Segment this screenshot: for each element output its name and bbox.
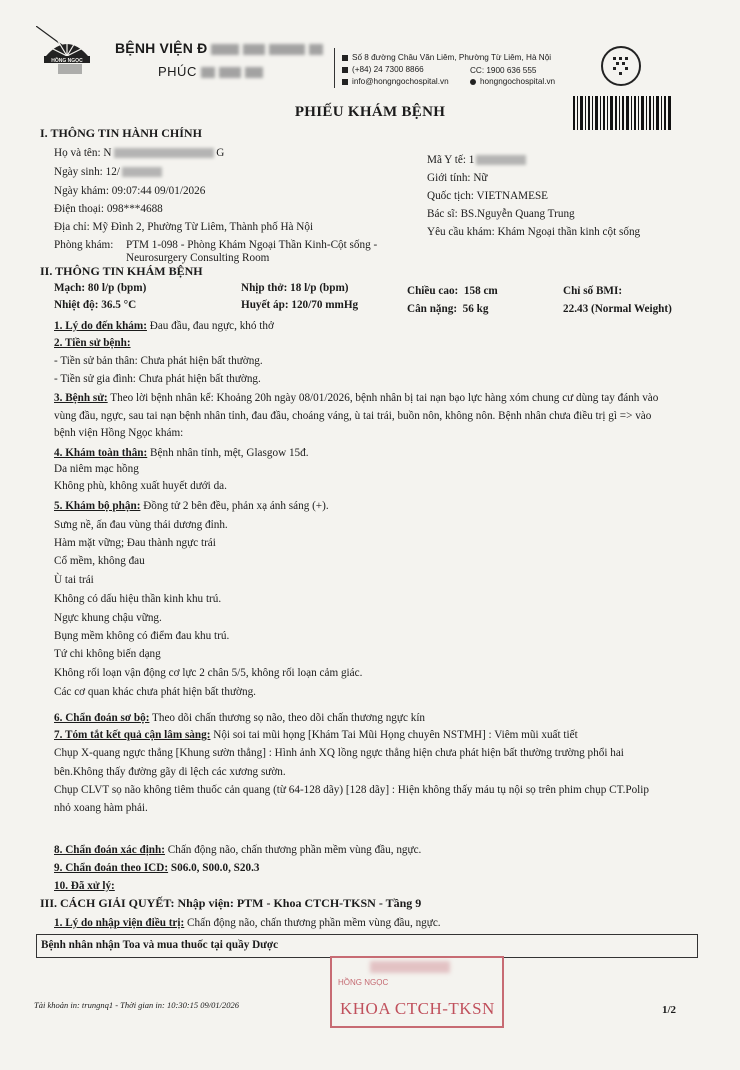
vital-pulse: Mạch: 80 l/p (bpm) [54,282,147,294]
vital-blood-pressure: Huyết áp: 120/70 mmHg [241,299,359,311]
clinic-room-value-2: Neurosurgery Consulting Room [126,252,270,264]
section-admin-heading: I. THÔNG TIN HÀNH CHÍNH [40,126,202,140]
exam-date: Ngày khám: 09:07:44 09/01/2026 [54,185,206,197]
part-exam-1: 5. Khám bộ phận: Đồng tử 2 bên đều, phản xạ ánh sáng (+). [54,500,329,512]
department-stamp [330,956,504,1028]
location-icon [342,55,348,61]
part-exam-2: Sưng nề, ấn đau vùng thái dương đỉnh. [54,519,228,531]
part-exam-9: Tứ chi không biến dạng [54,648,161,660]
print-info: Tài khoản in: trungnq1 - Thời gian in: 10:30:15 09/01/2026 [34,1000,239,1010]
email-icon [342,79,348,85]
header-divider [334,48,335,88]
phone-icon [342,67,348,73]
page-title: PHIẾU KHÁM BỆNH [294,104,446,120]
hospital-website: hongngochospital.vn [470,77,555,86]
svg-text:HỒNG NGỌC: HỒNG NGỌC [51,58,83,64]
preliminary-diagnosis: 6. Chẩn đoán sơ bộ: Theo dõi chấn thương sọ não, theo dõi chấn thương ngực kín [54,712,426,724]
pharmacy-note: Bệnh nhân nhận Toa và mua thuốc tại quầy Dược [41,939,279,951]
illness-history-1: 3. Bệnh sử: Theo lời bệnh nhân kể: Khoảng 20h ngày 08/01/2026, bệnh nhân bị tai nạn bạo lực hàng xóm chung cư dùng tay đánh vào [54,392,659,404]
stamp-line2: KHOA CTCH-TKSN [340,999,495,1018]
test-summary-2: Chụp X-quang ngực thẳng [Khung sườn thẳng] : Hình ảnh XQ lồng ngực thẳng hiện chưa phát hiện bất thường trường phổi hai [54,747,624,759]
patient-name: Họ và tên: N G [54,147,225,159]
illness-history-2: vùng đầu, ngực, sau tai nạn bệnh nhân tỉnh, đau đầu, choáng váng, ù tai trái, buồn nôn, không nôn. Bệnh nhân chưa điều trị gì => vào [54,410,652,422]
general-exam-3: Không phù, không xuất huyết dưới da. [54,480,227,492]
globe-icon [470,79,476,85]
test-summary-3: bên.Không thấy đường gãy di lệch các xương sườn. [54,766,286,778]
stamp-redaction [370,961,450,973]
part-exam-5: Ù tai trái [54,574,94,586]
patient-address: Địa chỉ: Mỹ Đình 2, Phường Từ Liêm, Thành phố Hà Nội [54,221,314,233]
vital-temperature: Nhiệt độ: 36.5 °C [54,299,137,311]
part-exam-8: Bụng mềm không có điểm đau khu trú. [54,630,230,642]
part-exam-6: Không có dấu hiệu thần kinh khu trú. [54,593,222,605]
vital-breath: Nhịp thở: 18 l/p (bpm) [241,282,349,294]
general-exam-1: 4. Khám toàn thân: Bệnh nhân tỉnh, mệt, Glasgow 15đ. [54,447,309,459]
illness-history-3: bệnh viện Hồng Ngọc khám: [54,427,184,439]
icd-diagnosis: 9. Chẩn đoán theo ICD: S06.0, S00.0, S20.3 [54,862,260,874]
stamp-line1: HỒNG NGỌC [338,978,389,987]
part-exam-4: Cổ mềm, không đau [54,555,145,567]
section-resolution-heading: III. CÁCH GIẢI QUYẾT: Nhập viện: PTM - Khoa CTCH-TKSN - Tầng 9 [40,896,422,910]
pharmacy-note-box [36,934,698,958]
patient-gender: Giới tính: Nữ [427,172,488,184]
hospital-phone: (+84) 24 7300 8866 [342,65,424,74]
hospital-logo-icon [36,26,98,78]
hospital-hotline: CC: 1900 636 555 [470,66,537,75]
hospital-name-line2: PHÚC [158,64,263,79]
part-exam-7: Ngực khung chậu vững. [54,612,162,624]
admission-reason: 1. Lý do nhập viện điều trị: Chấn động não, chấn thương phần mềm vùng đầu, ngực. [54,917,441,929]
vital-weight: Cân nặng: 56 kg [407,303,489,315]
part-exam-11: Các cơ quan khác chưa phát hiện bất thường. [54,686,256,698]
part-exam-3: Hàm mặt vững; Đau thành ngực trái [54,537,216,549]
general-exam-2: Da niêm mạc hồng [54,463,139,475]
hospital-name: BỆNH VIỆN Đ [115,40,323,56]
test-summary-4: Chụp CLVT sọ não không tiêm thuốc cản quang (từ 64-128 dãy) [128 dãy] : Hiện không thấy máu tụ nội sọ trên phim chụp CT.Polip [54,784,649,796]
part-exam-10: Không rối loạn vận động cơ lực 2 chân 5/5, không rối loạn cảm giác. [54,667,363,679]
doctor-name: Bác sĩ: BS.Nguyễn Quang Trung [427,208,575,220]
hospital-email: info@hongngochospital.vn [342,77,449,86]
history-label: 2. Tiền sử bệnh: [54,337,131,349]
hospital-address: Số 8 đường Châu Văn Liêm, Phường Từ Liêm, Hà Nội [342,53,551,62]
history-family: - Tiền sử gia đình: Chưa phát hiện bất thường. [54,373,261,385]
vital-bmi-label: Chỉ số BMI: [563,285,623,297]
patient-nationality: Quốc tịch: VIETNAMESE [427,190,548,202]
handled-label: 10. Đã xử lý: [54,880,115,892]
test-summary-5: nhỏ xoang hàm phải. [54,802,148,814]
app-qr-logo-icon [601,46,641,86]
patient-phone: Điện thoại: 098***4688 [54,203,163,215]
history-personal: - Tiền sử bản thân: Chưa phát hiện bất thường. [54,355,263,367]
page-number: 1/2 [662,1004,677,1016]
patient-dob: Ngày sinh: 12/ [54,165,162,179]
reason-for-visit: 1. Lý do đến khám: Đau đầu, đau ngực, khó thở [54,320,274,332]
exam-request: Yêu cầu khám: Khám Ngoại thần kinh cột sống [427,226,641,238]
vital-bmi-value: 22.43 (Normal Weight) [563,303,672,315]
vital-height: Chiều cao: 158 cm [407,285,498,297]
section-exam-heading: II. THÔNG TIN KHÁM BỆNH [40,264,203,278]
final-diagnosis: 8. Chẩn đoán xác định: Chấn động não, chấn thương phần mềm vùng đầu, ngực. [54,844,422,856]
test-summary-1: 7. Tóm tắt kết quả cận lâm sàng: Nội soi tai mũi họng [Khám Tai Mũi Họng chuyên NSTMH] : Viêm mũi xuất tiết [54,729,578,741]
medical-id: Mã Y tế: 1 [427,153,526,167]
clinic-room-label: Phòng khám: [54,239,114,251]
clinic-room-value: PTM 1-098 - Phòng Khám Ngoại Thần Kinh-Cột sống - [126,239,378,251]
